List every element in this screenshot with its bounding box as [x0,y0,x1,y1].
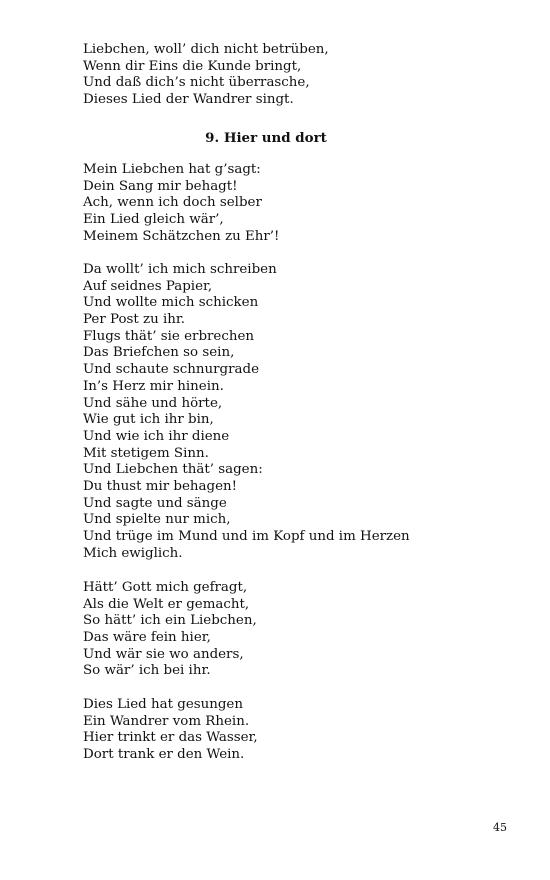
verse-line: So hätt’ ich ein Liebchen, [83,613,257,629]
verse-line: Dein Sang mir behagt! [83,178,238,194]
verse-line: Wenn dir Eins die Kunde bringt, [83,58,302,74]
page-number: 45 [493,821,507,834]
verse-line: Und Liebchen thät’ sagen: [83,462,263,478]
verse-line: Per Post zu ihr. [83,312,186,328]
verse-line: Und schaute schnurgrade [83,362,260,378]
verse-line: Ein Wandrer vom Rhein. [83,713,250,729]
verse-line: Ein Lied gleich wär’, [83,212,224,228]
verse-line: Dies Lied hat gesungen [83,697,243,712]
verse-line: Als die Welt er gemacht, [83,596,250,612]
verse-line: Und spielte nur mich, [83,512,231,528]
verse-line: Und sähe und hörte, [83,395,223,411]
verse-line: Mein Liebchen hat g’sagt: [83,162,261,177]
verse-line: Hätt’ Gott mich gefragt, [83,580,248,595]
verse-line: Flugs thät’ sie erbrechen [83,328,255,344]
stanza-4 [83,697,258,764]
verse-line: Mich ewiglich. [83,545,183,561]
poem-title: 9. Hier und dort [205,130,327,146]
verse-line: Mit stetigem Sinn. [83,445,209,461]
verse-line: Meinem Schätzchen zu Ehr’! [83,228,280,244]
verse-line: Das wäre fein hier, [83,630,211,646]
verse-line: Dort trank er den Wein. [83,747,245,763]
verse-line: Das Briefchen so sein, [83,345,235,361]
verse-line: Und daß dich’s nicht überrasche, [83,75,310,91]
verse-line: Auf seidnes Papier, [83,278,213,294]
verse-line: Liebchen, woll’ dich nicht betrüben, [83,42,329,57]
stanza-3 [83,580,257,680]
verse-line: Und sagte und sänge [83,495,227,511]
verse-line: Und wollte mich schicken [83,295,259,311]
verse-line: In’s Herz mir hinein. [83,378,224,394]
verse-line: Ach, wenn ich doch selber [83,195,262,211]
stanza-previous-poem-ending [83,42,329,109]
verse-line: Und wär sie wo anders, [83,646,244,662]
verse-line: Du thust mir behagen! [83,478,237,494]
verse-line: Und trüge im Mund und im Kopf und im Herzen [83,529,410,544]
stanza-1 [83,162,279,245]
verse-line: Hier trinkt er das Wasser, [83,730,258,746]
stanza-2 [83,262,410,562]
verse-line: Und wie ich ihr diene [83,428,230,444]
verse-line: Wie gut ich ihr bin, [83,412,214,428]
verse-line: Dieses Lied der Wandrer singt. [83,92,294,108]
verse-line: Da wollt’ ich mich schreiben [83,262,277,277]
verse-line: So wär’ ich bei ihr. [83,663,211,679]
